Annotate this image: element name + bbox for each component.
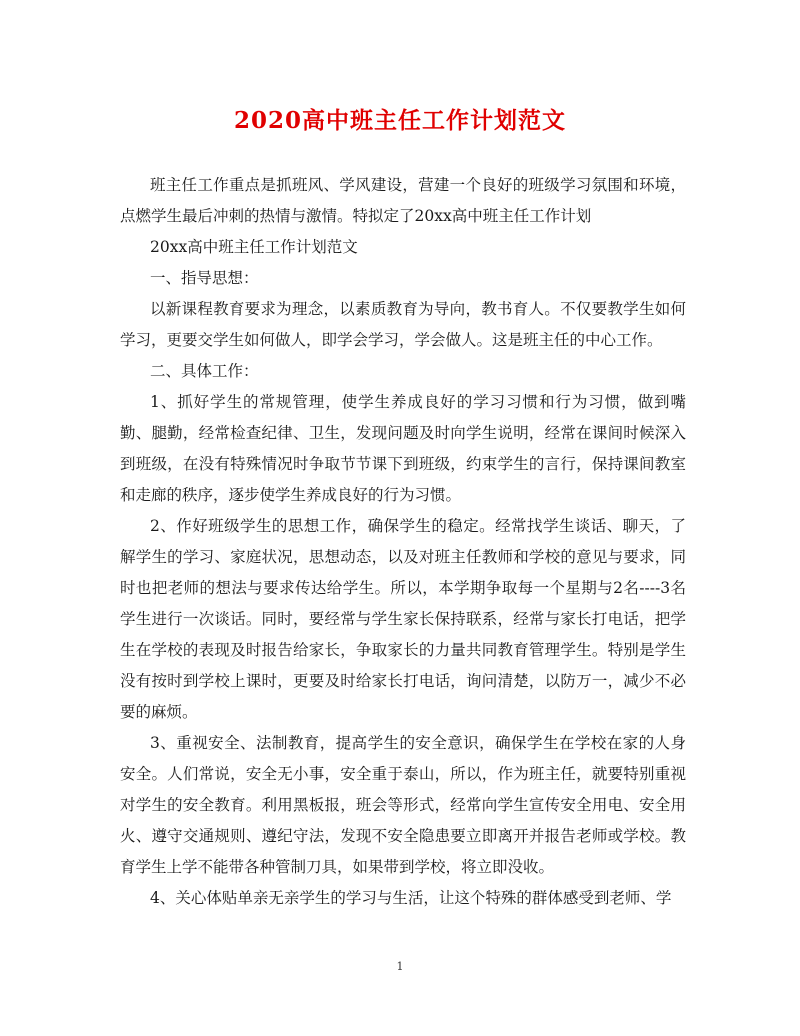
section-heading-guiding: 一、指导思想： bbox=[150, 269, 259, 287]
document-body bbox=[120, 170, 686, 914]
paragraph-item-1: 1、抓好学生的常规管理，使学生养成良好的学习习惯和行为习惯，做到嘴勤、腿勤，经常检查纪律、卫生，发现问题及时向学生说明，经常在课间时候深入到班级，在没有特殊情况时争取节节课下到班级，约束学生的言行，保持课间教室和走廊的秩序，逐步使学生养成良好的行为习惯。 bbox=[120, 393, 686, 504]
paragraph-item-4: 4、关心体贴单亲无亲学生的学习与生活，让这个特殊的群体感受到老师、学 bbox=[150, 889, 672, 907]
paragraph-item-3: 3、重视安全、法制教育，提高学生的安全意识，确保学生在学校在家的人身安全。人们常说，安全无小事，安全重于泰山，所以，作为班主任，就要特别重视对学生的安全教育。利用黑板报，班会等形式，经常向学生宣传安全用电、安全用火、遵守交通规则、遵纪守法，发现不安全隐患要立即离开并报告老师或学校。教育学生上学不能带各种管制刀具，如果带到学校，将立即没收。 bbox=[120, 734, 686, 876]
paragraph-subtitle: 20xx高中班主任工作计划范文 bbox=[150, 238, 358, 256]
section-heading-work: 二、具体工作： bbox=[150, 362, 259, 380]
document-title: 2020高中班主任工作计划范文 bbox=[233, 107, 566, 134]
page-number: 1 bbox=[396, 960, 404, 973]
paragraph-item-2: 2、作好班级学生的思想工作，确保学生的稳定。经常找学生谈话、聊天，了解学生的学习、家庭状况，思想动态，以及对班主任教师和学校的意见与要求，同时也把老师的想法与要求传达给学生。所以，本学期争取每一个星期与2名----3名学生进行一次谈话。同时，要经常与学生家长保持联系，经常与家长打电话，把学生在学校的表现及时报告给家长，争取家长的力量共同教育管理学生。特别是学生没有按时到学校上课时，更要及时给家长打电话，询问清楚，以防万一，减少不必要的麻烦。 bbox=[120, 517, 686, 721]
paragraph-intro: 班主任工作重点是抓班风、学风建设，营建一个良好的班级学习氛围和环境，点燃学生最后冲刺的热情与激情。特拟定了20xx高中班主任工作计划 bbox=[120, 176, 686, 225]
paragraph-guiding: 以新课程教育要求为理念，以素质教育为导向，教书育人。不仅要教学生如何学习，更要交学生如何做人，即学会学习，学会做人。这是班主任的中心工作。 bbox=[120, 300, 686, 349]
